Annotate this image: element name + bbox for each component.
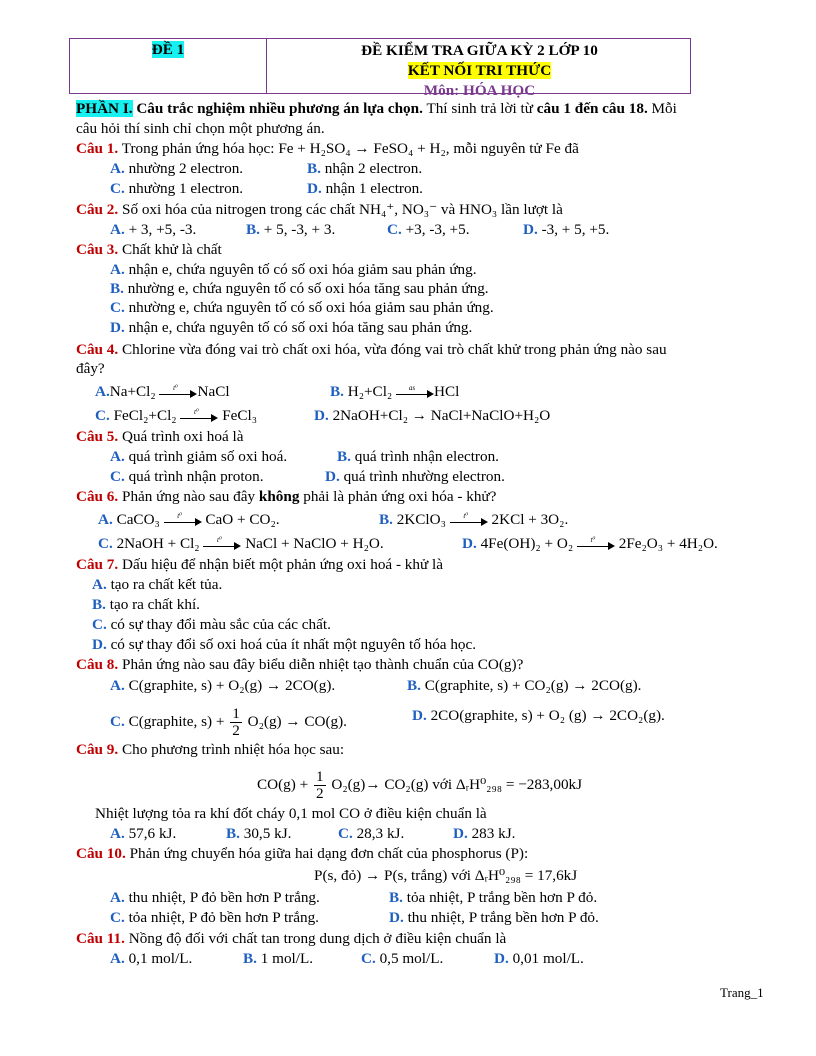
q8-option-a: A. C(graphite, s) + O₂(g) → 2CO(g). (110, 677, 336, 694)
q7-label: Câu 7. (76, 556, 119, 573)
exam-code: ĐỀ 1 (151, 41, 185, 58)
question-7 (76, 555, 443, 574)
q3-label: Câu 3. (76, 241, 119, 258)
q7-option-c: C. có sự thay đổi màu sắc của các chất. (92, 616, 331, 633)
reaction-arrow-icon: as (396, 387, 434, 399)
reaction-arrow-icon: t⁰ (577, 539, 615, 551)
q9-equation: CO(g) + $\frac{1}{2}$ O₂(g)→ CO₂(g) với ΔᵣH⁰₂₉₈ = −283,00kJ (257, 768, 583, 802)
q5-label: Câu 5. (76, 428, 119, 445)
q10-option-c: C. tỏa nhiệt, P đỏ bền hơn P trắng. (110, 909, 319, 926)
q7-text: Dấu hiệu để nhận biết một phản ứng oxi hoá - khử là (122, 556, 443, 573)
q7-option-b: B. tạo ra chất khí. (92, 596, 200, 613)
part1-instr-c: câu hỏi thí sinh chỉ chọn một phương án. (76, 120, 325, 137)
q11-option-d: D. 0,01 mol/L. (494, 950, 584, 967)
q1-option-a: A. nhường 2 electron. (110, 160, 244, 177)
q4-label: Câu 4. (76, 341, 119, 358)
q6-option-b: B. 2KClO₃ t⁰ 2KCl + 3O₂. (379, 511, 569, 528)
q8-text: Phản ứng nào sau đây biểu diễn nhiệt tạo thành chuẩn của CO(g)? (122, 656, 524, 673)
q2-label: Câu 2. (76, 201, 119, 218)
q1-option-c: C. nhường 1 electron. (110, 180, 244, 197)
q2-option-b: B. + 5, -3, + 3. (246, 221, 336, 238)
q10-label: Câu 10. (76, 845, 126, 862)
q4-option-a: A.Na+Cl₂ t⁰ NaCl (95, 383, 230, 400)
q11-label: Câu 11. (76, 930, 125, 947)
q4-option-d: D. 2NaOH+Cl₂ → NaCl+NaClO+H₂O (314, 407, 551, 424)
page-number: Trang_1 (720, 985, 764, 1000)
reaction-arrow-icon: t⁰ (180, 411, 218, 423)
q9-label: Câu 9. (76, 741, 119, 758)
question-2 (76, 200, 563, 219)
q2-text: Số oxi hóa của nitrogen trong các chất NH₄⁺, NO₃⁻ và HNO₃ lần lượt là (122, 201, 563, 218)
q1-text: Trong phản ứng hóa học: Fe + H₂SO₄ → FeSO₄ + H₂, mỗi nguyên tử Fe đã (121, 140, 579, 157)
q9-option-c: C. 28,3 kJ. (338, 825, 405, 842)
reaction-arrow-icon: t⁰ (450, 515, 488, 527)
q11-text: Nồng độ đối với chất tan trong dung dịch ở điều kiện chuẩn là (128, 930, 507, 947)
exam-code-cell (70, 41, 266, 59)
question-10 (76, 844, 528, 863)
q8-option-c: C. C(graphite, s) + $\frac{1}{2}$ O₂(g) → CO(g). (110, 705, 347, 739)
q7-option-a: A. tạo ra chất kết tủa. (92, 576, 223, 593)
q11-option-c: C. 0,5 mol/L. (361, 950, 444, 967)
part1-label: PHẦN I. (76, 100, 133, 117)
exam-title-cell (267, 41, 692, 101)
q10-text: Phản ứng chuyển hóa giữa hai dạng đơn chất của phosphorus (P): (129, 845, 529, 862)
fraction: $\frac{1}{2}$ (315, 768, 324, 802)
q4-text2: đây? (76, 360, 105, 377)
q8-label: Câu 8. (76, 656, 119, 673)
q1-option-d: D. nhận 1 electron. (307, 180, 423, 197)
header-table (69, 38, 691, 99)
q1-option-b: B. nhận 2 electron. (307, 160, 423, 177)
q1-label: Câu 1. (76, 140, 119, 157)
q5-text: Quá trình oxi hoá là (122, 428, 244, 445)
question-8 (76, 655, 523, 674)
q5-option-b: B. quá trình nhận electron. (337, 448, 499, 465)
question-6: Câu 6. Phản ứng nào sau đây không phải là phản ứng oxi hóa - khử? (76, 488, 497, 505)
q2-option-d: D. -3, + 5, +5. (523, 221, 610, 238)
fraction: $\frac{1}{2}$ (232, 705, 240, 739)
q9-option-d: D. 283 kJ. (453, 825, 516, 842)
part1-instr-b: Mỗi (651, 100, 677, 117)
part1-heading (76, 99, 677, 118)
reaction-arrow-icon: t⁰ (159, 387, 197, 399)
question-4 (76, 340, 667, 359)
q5-option-d: D. quá trình nhường electron. (325, 468, 505, 485)
part1-instr-range: câu 1 đến câu 18. (536, 100, 648, 117)
q3-text: Chất khử là chất (122, 241, 222, 258)
q8-option-b: B. C(graphite, s) + CO₂(g) → 2CO(g). (407, 677, 642, 694)
q6-option-a: A. CaCO₃ t⁰ CaO + CO₂. (98, 511, 280, 528)
reaction-arrow-icon: t⁰ (164, 515, 202, 527)
q2-option-c: C. +3, -3, +5. (387, 221, 470, 238)
part1-instr-a: Thí sinh trả lời từ (426, 100, 533, 117)
exam-title: ĐỀ KIỂM TRA GIỮA KỲ 2 LỚP 10 (361, 42, 598, 59)
question-11 (76, 929, 506, 948)
exam-series: KẾT NỐI TRI THỨC (407, 62, 552, 79)
question-3 (76, 240, 222, 259)
q10-equation: P(s, đỏ) → P(s, trắng) với ΔᵣH⁰₂₉₈ = 17,6kJ (314, 867, 578, 884)
q3-option-d: D. nhận e, chứa nguyên tố có số oxi hóa tăng sau phản ứng. (110, 319, 473, 336)
q8-option-d: D. 2CO(graphite, s) + O₂ (g) → 2CO₂(g). (412, 707, 665, 724)
question-1 (76, 139, 579, 158)
question-5 (76, 427, 243, 446)
q9-text: Cho phương trình nhiệt hóa học sau: (122, 741, 345, 758)
q5-option-a: A. quá trình giảm số oxi hoá. (110, 448, 288, 465)
q10-option-b: B. tỏa nhiệt, P trắng bền hơn P đỏ. (389, 889, 598, 906)
q6-option-c: C. 2NaOH + Cl₂ t⁰ NaCl + NaClO + H₂O. (98, 535, 384, 552)
q3-option-a: A. nhận e, chứa nguyên tố có số oxi hóa giảm sau phản ứng. (110, 261, 477, 278)
q9-text2: Nhiệt lượng tỏa ra khí đốt cháy 0,1 mol CO ở điều kiện chuẩn là (95, 805, 487, 822)
question-9 (76, 740, 344, 759)
q6-option-d: D. 4Fe(OH)₂ + O₂ t⁰ 2Fe₂O₃ + 4H₂O. (462, 535, 718, 552)
part1-title: Câu trắc nghiệm nhiều phương án lựa chọn. (136, 100, 423, 117)
q7-option-d: D. có sự thay đổi số oxi hoá của ít nhất một nguyên tố hóa học. (92, 636, 477, 653)
q5-option-c: C. quá trình nhận proton. (110, 468, 264, 485)
q3-option-b: B. nhường e, chứa nguyên tố có số oxi hóa tăng sau phản ứng. (110, 280, 489, 297)
q10-option-d: D. thu nhiệt, P trắng bền hơn P đỏ. (389, 909, 599, 926)
q2-option-a: A. + 3, +5, -3. (110, 221, 197, 238)
q10-option-a: A. thu nhiệt, P đỏ bền hơn P trắng. (110, 889, 320, 906)
reaction-arrow-icon: t⁰ (203, 539, 241, 551)
q9-option-a: A. 57,6 kJ. (110, 825, 177, 842)
q3-option-c: C. nhường e, chứa nguyên tố có số oxi hóa giảm sau phản ứng. (110, 299, 494, 316)
q6-label: Câu 6. (76, 488, 119, 505)
q4-option-c: C. FeCl₂+Cl₂ t⁰ FeCl₃ (95, 407, 258, 424)
q11-option-a: A. 0,1 mol/L. (110, 950, 193, 967)
q4-option-b: B. H₂+Cl₂ as HCl (330, 383, 460, 400)
exam-subject: Môn: HÓA HỌC (423, 82, 536, 99)
q9-option-b: B. 30,5 kJ. (226, 825, 292, 842)
q11-option-b: B. 1 mol/L. (243, 950, 314, 967)
q4-text: Chlorine vừa đóng vai trò chất oxi hóa, vừa đóng vai trò chất khử trong phản ứng nào sau (122, 341, 667, 358)
